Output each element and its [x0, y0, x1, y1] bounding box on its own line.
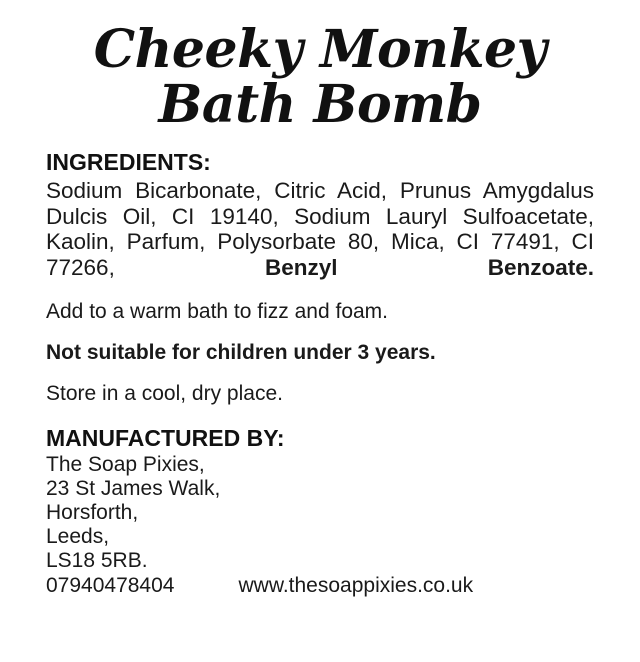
- manufacturer-heading: MANUFACTURED BY:: [46, 425, 285, 452]
- ingredients-text: Sodium Bicarbonate, Citric Acid, Prunus Amygdalus Dulcis Oil, CI 19140, Sodium Lauryl Sulfoacetate, Kaolin, Parfum, Polysorbate 80, Mica, CI 77491, CI 77266,: [46, 177, 594, 280]
- product-title: [46, 19, 594, 136]
- address-line-2: Horsforth,: [46, 500, 139, 524]
- usage-directions: Add to a warm bath to fizz and foam.: [46, 299, 389, 323]
- ingredients-list: [46, 178, 594, 281]
- phone-number: 07940478404: [46, 573, 175, 597]
- title-line-2: Bath Bomb: [158, 74, 482, 136]
- website-url: www.thesoappixies.co.uk: [238, 573, 474, 597]
- title-line-1: Cheeky Monkey: [93, 19, 547, 80]
- postcode: LS18 5RB.: [46, 548, 148, 572]
- ingredients-allergen: Benzyl Benzoate.: [265, 254, 594, 280]
- ingredients-heading: INGREDIENTS:: [46, 149, 211, 176]
- contact-row: [46, 574, 594, 598]
- manufacturer-section: [46, 426, 594, 597]
- ingredients-section: [46, 150, 594, 280]
- age-warning: Not suitable for children under 3 years.: [46, 340, 436, 364]
- storage-instructions: Store in a cool, dry place.: [46, 381, 283, 405]
- address-line-1: 23 St James Walk,: [46, 476, 221, 500]
- manufacturer-name: The Soap Pixies,: [46, 452, 205, 476]
- address-line-3: Leeds,: [46, 524, 110, 548]
